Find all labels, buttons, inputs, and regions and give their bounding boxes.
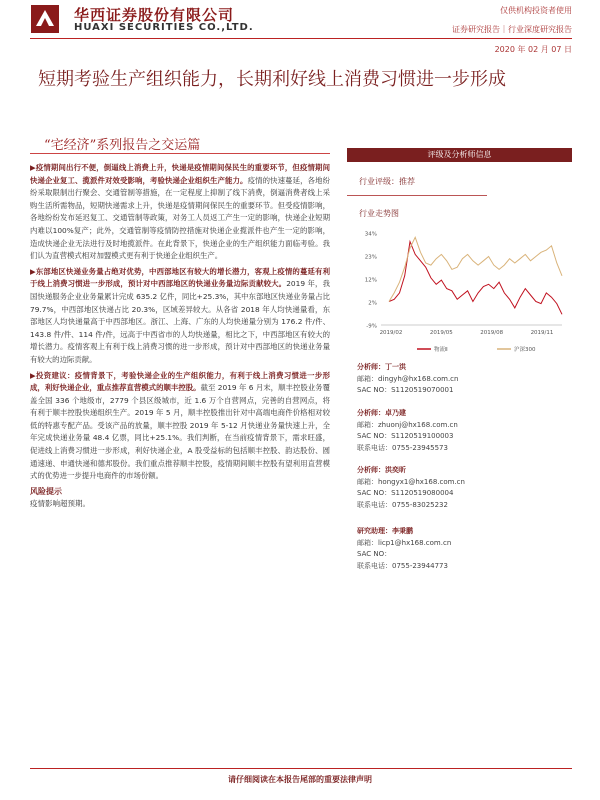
- analyst-name: 研究助理：李秉鹏: [357, 527, 413, 535]
- industry-rating: 行业评级：推荐: [359, 177, 415, 186]
- sidebar: [347, 148, 572, 369]
- analyst-phone: 联系电话：0755-23944773: [357, 561, 448, 570]
- risk-text: 疫情影响超预期。: [30, 499, 90, 509]
- paragraph-1-text: 疫情的快速蔓延，各地纷纷采取限制出行聚会、交通管制等措施，在一定程度上抑制了线下消费，倒逼消费者线上采购生活所需物品，短期快递需求上升，快递是疫情期间保民生的重要环节。但受疫情影响，各地纷纷发布延迟复工、交通管制等政策，对务工人员返工产生一定的影响，快递企业短期内难以100%复产；此外，交通管制等疫情防控措施对快递企业揽派件也产生一定的影响，造成快递企业无法进行及时地揽派件。在此背景下，快递企业的生产组织能力面临考验。我们认为直营模式相对加盟模式更有利于快递企业组织生产。: [30, 175, 330, 261]
- report-type: 证券研究报告｜行业深度研究报告: [452, 25, 572, 34]
- company-name-cn: 华西证券股份有限公司: [74, 6, 235, 24]
- series-line-logistics: [389, 242, 562, 315]
- x-tick-label: 2019/11: [530, 330, 554, 336]
- analyst-block-3: [357, 465, 567, 511]
- analyst-phone: 联系电话：0755-83025232: [357, 500, 448, 509]
- analyst-email: 邮箱：licp1@hx168.com.cn: [357, 538, 452, 547]
- legend-label: 沪深300: [514, 347, 536, 353]
- analyst-block-1: [357, 362, 567, 397]
- report-date: 2020 年 02 月 07 日: [494, 45, 572, 54]
- paragraph-3: [30, 370, 330, 483]
- footer-divider: [30, 768, 572, 769]
- legend-label: 物流Ⅱ: [434, 347, 448, 353]
- y-tick-label: -9%: [366, 323, 377, 330]
- analyst-email: 邮箱：zhuonj@hx168.com.cn: [357, 420, 458, 429]
- audience-note: 仅供机构投资者使用: [500, 6, 572, 15]
- y-tick-label: 34%: [364, 231, 377, 238]
- paragraph-1-highlight: ▶疫情期间出行不便，倒逼线上消费上升，快递是疫情期间保民生的重要环节，但疫情期间快递企业复工、揽派件对效受影响，考验快递企业组织生产能力。: [30, 163, 330, 185]
- trend-chart-title: 行业走势图: [359, 209, 399, 218]
- x-tick-label: 2019/08: [480, 330, 504, 336]
- analyst-name: 分析师：卓乃建: [357, 409, 406, 417]
- report-body: [30, 162, 330, 511]
- x-tick-label: 2019/05: [429, 330, 453, 336]
- trend-chart: [347, 225, 572, 365]
- analyst-name: 分析师：洪奕昕: [357, 466, 406, 474]
- paragraph-2: [30, 266, 330, 367]
- report-title: 短期考验生产组织能力，长期利好线上消费习惯进一步形成: [38, 69, 506, 90]
- analyst-email: 邮箱：hongyx1@hx168.com.cn: [357, 477, 465, 486]
- analyst-sac: SAC NO：S1120519100003: [357, 432, 454, 440]
- paragraph-3-text: 截至 2019 年 6 月末，顺丰控股业务覆盖全国 336 个地级市，2779 个县区级城市，近 1.6 万个自营网点，完善的自营网点，将有利于顺丰控股快递组织生产。2019 年 5 月，顺丰控股推出针对中高端电商件价格相对较低的特惠专配产品。受该产品的放量，顺丰控股 2019 年 5-12 月快递业务量快速上升，全年完成快递业务量 48.4 亿票，同比+25.1%。我们判断，在当前疫情背景下，需求旺盛，促进线上消费习惯进一步形成，利好快递企业，A 股受益标的包括顺丰控股、韵达股份、圆通速递、申通快递和德邦股份。我们重点推荐顺丰控股，疫情期间顺丰控股有望利用直营模式的优势进一步提升电商件的市场份额。: [30, 383, 330, 481]
- report-subtitle: “宅经济”系列报告之交运篇: [44, 138, 201, 153]
- analyst-block-2: [357, 408, 567, 454]
- sidebar-divider: [347, 195, 487, 196]
- paragraph-3-highlight: ▶投资建议：疫情背景下，考验快递企业的生产组织能力，有利于线上消费习惯进一步形成，利好快递企业，重点推荐直营模式的顺丰控股。: [30, 370, 330, 393]
- huaxi-logo-icon: [30, 4, 60, 34]
- analyst-phone: 联系电话：0755-23945573: [357, 443, 448, 452]
- x-tick-label: 2019/02: [379, 330, 403, 336]
- y-tick-label: 2%: [368, 300, 377, 307]
- paragraph-1: [30, 162, 330, 263]
- analyst-sac: SAC NO：: [357, 550, 392, 558]
- legal-notice: 请仔细阅读在本报告尾部的重要法律声明: [228, 775, 372, 784]
- analyst-email: 邮箱：dingyh@hx168.com.cn: [357, 374, 459, 383]
- header-divider: [30, 38, 572, 39]
- analyst-block-4: [357, 526, 567, 572]
- analyst-sac: SAC NO：S1120519080004: [357, 489, 454, 497]
- risk-title: 风险提示: [30, 486, 62, 496]
- company-name-en: HUAXI SECURITIES CO.,LTD.: [74, 22, 254, 33]
- paragraph-2-text: 2019 年，我国快递服务企业业务量累计完成 635.2 亿件，同比+25.3%，其中东部地区快递业务量占比 79.7%，中西部地区快递占比 20.3%，区域差异较大。从各省 2018 年人均快递量看，东部地区人均快递量高于中西部地区。浙江、上海、广东的人均快递量分别为 176.2 件/件、143.8 件/件、114 件/件，远高于中西省市的人均快递量，相比之下，中西部地区有较大的增长潜力。疫情客观上有利于线上消费习惯的进一步形成，预计对中西部地区的快递业务量有较大的边际贡献。: [30, 279, 330, 364]
- company-logo: [30, 4, 280, 40]
- analyst-name: 分析师：丁一洪: [357, 363, 406, 371]
- analyst-sac: SAC NO：S1120519070001: [357, 386, 454, 394]
- subtitle-divider: [30, 153, 330, 154]
- paragraph-2-highlight: ▶东部地区快递业务量占绝对优势，中西部地区有较大的增长潜力，客观上疫情的蔓延有利于线上消费习惯进一步形成，预计对中西部地区的快递业务量边际贡献较大。: [30, 266, 330, 289]
- series-line-csi300: [389, 237, 562, 301]
- y-tick-label: 23%: [364, 254, 377, 261]
- sidebar-header: 评级及分析师信息: [347, 148, 572, 162]
- y-tick-label: 12%: [364, 277, 377, 284]
